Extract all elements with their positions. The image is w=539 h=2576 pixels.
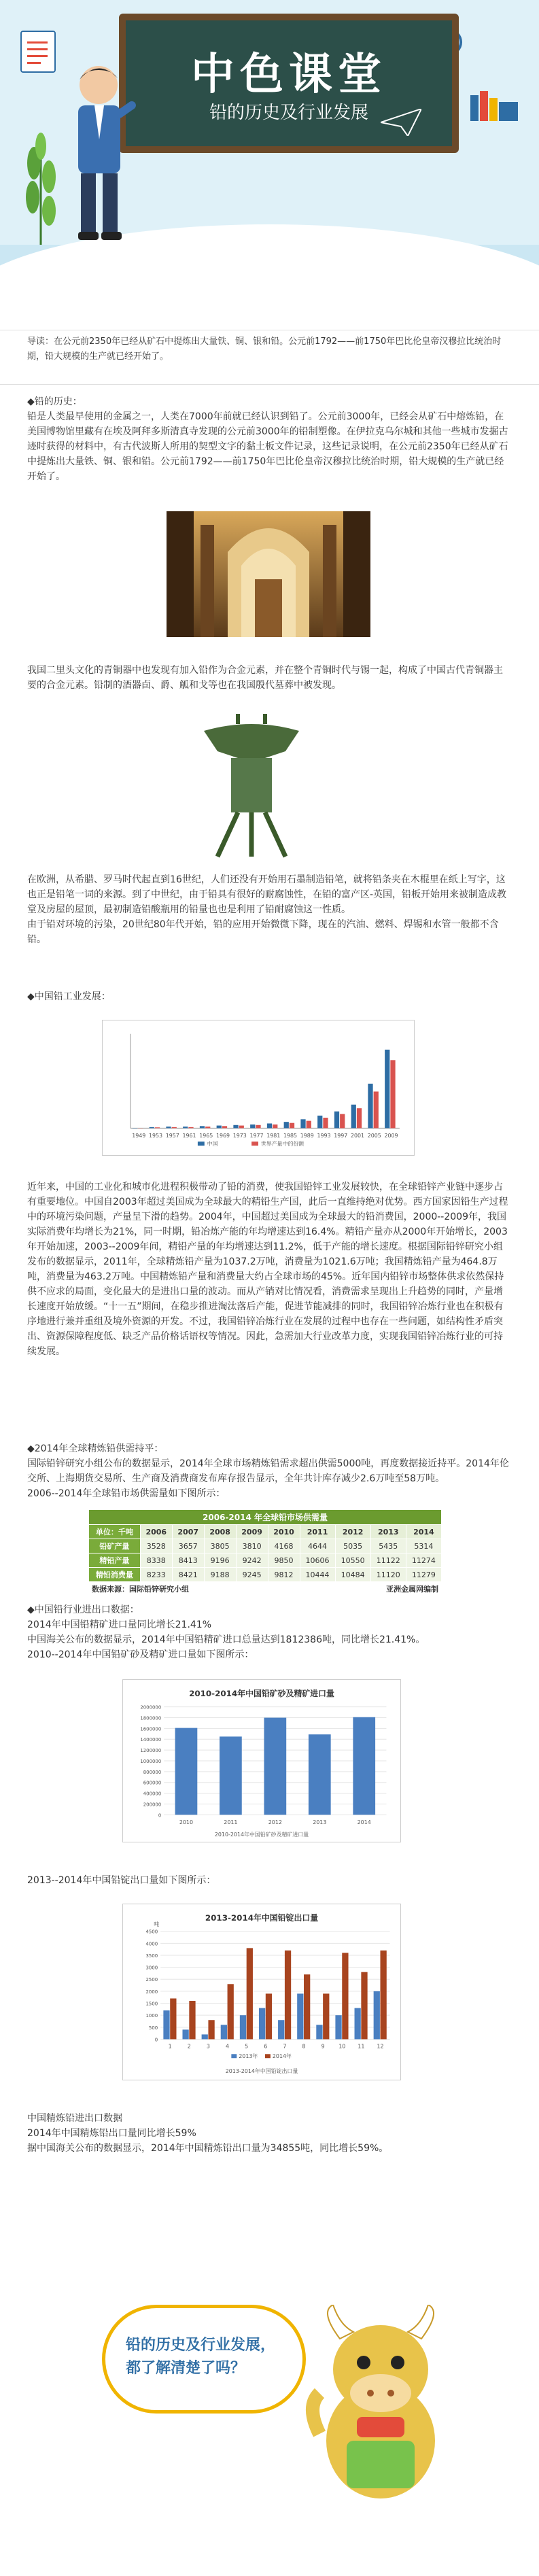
chart-bar — [239, 1126, 244, 1129]
cow-mascot — [292, 2305, 469, 2502]
balance-paragraph: 国际铅锌研究小组公布的数据显示，2014年全球市场精炼铅需求超出供需5000吨，再度数据接近持平。2014年伦交所、上海期货交易所、生产商及消费商发布库存报告显示，全年共计库存减少2.6万吨至58万吨。 2006--2014年全球铅市场供需量如下图所示： — [27, 1458, 509, 1499]
x-tick-label: 4 — [226, 2043, 230, 2050]
table-cell: 2007 — [172, 1525, 204, 1539]
x-tick-label: 10 — [338, 2043, 346, 2050]
table-cell: 9245 — [236, 1568, 268, 1582]
table-cell: 单位：千吨 — [89, 1525, 141, 1539]
y-tick-label: 500 — [148, 2025, 158, 2031]
trade-heading: ◆中国铅行业进出口数据： — [27, 1604, 139, 1615]
table-cell: 2013 — [370, 1525, 406, 1539]
chart-bar — [353, 1717, 375, 1815]
x-tick-label: 1949 — [132, 1133, 146, 1139]
legend-swatch — [251, 1141, 258, 1146]
x-tick-label: 2012 — [268, 1819, 282, 1826]
table-cell: 10484 — [335, 1568, 370, 1582]
table-cell: 3528 — [140, 1539, 172, 1553]
y-tick-label: 0 — [154, 2037, 158, 2043]
chart-bar — [264, 1718, 286, 1815]
table-cell: 8338 — [140, 1553, 172, 1568]
chart-bar — [307, 1121, 311, 1129]
y-tick-label: 800000 — [143, 1769, 162, 1775]
y-tick-label: 1000000 — [140, 1758, 162, 1764]
table-cell: 9196 — [204, 1553, 236, 1568]
chart-bar — [273, 1124, 277, 1128]
table-cell: 2006 — [140, 1525, 172, 1539]
divider — [0, 384, 539, 385]
x-tick-label: 3 — [206, 2043, 210, 2050]
paper-plane-icon — [381, 109, 421, 136]
y-tick-label: 1400000 — [140, 1737, 162, 1743]
legend-label: 中国 — [207, 1141, 218, 1148]
table-cell: 9188 — [204, 1568, 236, 1582]
table-cell: 10444 — [300, 1568, 335, 1582]
x-tick-label: 2011 — [224, 1819, 238, 1826]
y-tick-label: 1000 — [145, 2013, 158, 2019]
chart-bar — [304, 1974, 310, 2039]
x-tick-label: 2 — [187, 2043, 191, 2050]
y-tick-label: 1800000 — [140, 1715, 162, 1721]
bronze-vessel-photo — [184, 710, 319, 860]
chart-bar — [317, 1116, 322, 1128]
table-cell: 8413 — [172, 1553, 204, 1568]
chart-bar — [357, 1108, 362, 1128]
y-tick-label: 4000 — [145, 1941, 158, 1947]
chart-bar — [340, 1114, 345, 1129]
table-cell: 3810 — [236, 1539, 268, 1553]
chart-title: 2010-2014年中国铅矿砂及精矿进口量 — [189, 1688, 334, 1698]
table-cell: 2006-2014 年全球铅市场供需量 — [89, 1510, 442, 1525]
y-tick-label: 3500 — [145, 1953, 158, 1959]
x-tick-label: 1993 — [317, 1133, 331, 1139]
x-tick-label: 2013 — [313, 1819, 327, 1826]
trade-paragraph: 2014年中国铅精矿进口量同比增长21.41% 中国海关公布的数据显示，2014年中国铅精矿进口总量达到1812386吨，同比增长21.41%。 2010--2014年中国铅矿砂及精矿进口量如下图所示： — [27, 1619, 425, 1660]
chart-bar — [278, 2020, 284, 2039]
footer-speech-bubble — [102, 2305, 306, 2414]
chart-bar — [342, 1953, 348, 2039]
table-cell: 5035 — [335, 1539, 370, 1553]
lead-industry-chart — [102, 1020, 415, 1156]
table-cell: 10606 — [300, 1553, 335, 1568]
y-tick-label: 400000 — [143, 1791, 162, 1797]
y-tick-label: 200000 — [143, 1802, 162, 1808]
chart-bar — [205, 1127, 210, 1128]
x-tick-label: 2014 — [357, 1819, 371, 1826]
chart-bar — [170, 1998, 176, 2039]
y-tick-label: 3000 — [145, 1965, 158, 1971]
x-tick-label: 1969 — [215, 1133, 230, 1139]
x-tick-label: 7 — [283, 2043, 287, 2050]
chart-bar — [172, 1127, 177, 1129]
history-paragraph-1: 铅是人类最早使用的金属之一，人类在7000年前就已经认识到铅了。公元前3000年，已经会从矿石中熔炼铅，在美国博物馆里藏有在埃及阿拜多斯清真寺发现的公元前3000年的铅制塑像。在伊拉克乌尔城和其他一些城市发掘古迹时获得的材料中，有古代波斯人所用的契型文字的黏土板文件记录，这些记录说明，在公元前2350年已经从矿石中提炼出大量铁、铜、银和铅。公元前1792——前1750年巴比伦皇帝汉穆拉比统治时期，铅大规模的生产就已经开始了。 — [27, 411, 508, 482]
y-tick-label: 4500 — [145, 1929, 158, 1935]
plant-icon — [14, 129, 68, 245]
table-cell: 3805 — [204, 1539, 236, 1553]
chart-bar — [323, 1118, 328, 1128]
x-tick-label: 1 — [168, 2043, 172, 2050]
chart-bar — [233, 1125, 238, 1129]
chart-bar — [300, 1119, 305, 1128]
y-tick-label: 2500 — [145, 1977, 158, 1983]
table-cell: 5314 — [406, 1539, 441, 1553]
x-tick-label: 5 — [245, 2043, 249, 2050]
balance-heading: ◆2014年全球精炼铅供需持平： — [27, 1443, 164, 1454]
legend-swatch — [198, 1141, 205, 1146]
chart-bar — [259, 2008, 265, 2040]
chart-bar — [163, 2010, 169, 2039]
table-row — [89, 1539, 442, 1553]
legend-label: 2014年 — [272, 2053, 292, 2060]
chart-bar — [240, 2015, 246, 2039]
y-tick-label: 600000 — [143, 1780, 162, 1786]
table-row — [89, 1553, 442, 1568]
chart-bar — [221, 2025, 227, 2039]
ore-import-chart — [122, 1679, 401, 1842]
table-cell: 11120 — [370, 1568, 406, 1582]
table-cell: 2009 — [236, 1525, 268, 1539]
chart-bar — [150, 1127, 154, 1129]
history-paragraph-3: 在欧洲，从希腊、罗马时代起直到16世纪，人们还没有开始用石墨制造铅笔，就将铅条夹在木棍里在纸上写字，这也正是铅笔一词的来源。到了中世纪，由于铅具有很好的耐腐蚀性，在铅的富产区-英国，铅板开始用来被制造成教堂及房屋的屋顶，最初制造铅酸瓶用的铅量也也是利用了铅耐腐蚀这一性质。 由于铅对环境的污染，20世纪80年代开始，铅的应用开始微微下降，现在的汽油、燃料、焊锡和水管一般都不含铅。 — [27, 874, 507, 945]
chart-bar — [256, 1125, 260, 1129]
x-tick-label: 2009 — [384, 1133, 398, 1139]
table-row — [89, 1510, 442, 1525]
chart-title: 2013-2014年中国铅锭出口量 — [205, 1912, 319, 1923]
table-row — [89, 1525, 442, 1539]
chart-bar — [208, 2020, 214, 2039]
chart-bar — [385, 1050, 389, 1129]
history-heading: ◆铅的历史： — [27, 396, 82, 407]
chart-bar — [323, 1993, 329, 2039]
chart-bar — [335, 2015, 341, 2039]
x-tick-label: 1957 — [165, 1133, 179, 1139]
supply-demand-table — [88, 1509, 442, 1596]
legend-label: 世界产量中的份额 — [260, 1141, 305, 1148]
x-tick-label: 1973 — [232, 1133, 247, 1139]
chart-bar — [266, 1993, 272, 2039]
x-tick-label: 1985 — [283, 1133, 298, 1139]
table-cell: 2011 — [300, 1525, 335, 1539]
export-chart-intro: 2013--2014年中国铅锭出口量如下图所示： — [27, 1875, 216, 1886]
header-banner — [0, 0, 539, 299]
chart-bar — [361, 1972, 367, 2040]
legend-label: 2013年 — [239, 2053, 258, 2060]
table-cell: 11122 — [370, 1553, 406, 1568]
table-cell: 数据来源：国际铅锌研究小组 — [89, 1582, 268, 1596]
cathedral-photo — [167, 511, 370, 637]
chart-bar — [390, 1060, 395, 1128]
table-cell: 11274 — [406, 1553, 441, 1568]
chart-bar — [368, 1084, 372, 1128]
table-cell: 精铅消费量 — [89, 1568, 141, 1582]
x-tick-label: 1953 — [148, 1133, 163, 1139]
y-axis-label: 吨 — [154, 1921, 160, 1927]
chart-bar — [166, 1127, 171, 1128]
x-tick-label: 1997 — [334, 1133, 348, 1139]
chart-bar — [351, 1105, 356, 1129]
x-tick-label: 1977 — [249, 1133, 264, 1139]
y-tick-label: 0 — [158, 1813, 162, 1819]
intro-text: 导读：在公元前2350年已经从矿石中提炼出大量铁、铜、银和铅。公元前1792——前1750年巴比伦皇帝汉穆拉比统治时期，铅大规模的生产就已经开始了。 — [27, 337, 502, 362]
table-cell: 3657 — [172, 1539, 204, 1553]
chart-bar — [182, 2029, 188, 2039]
y-tick-label: 1200000 — [140, 1748, 162, 1754]
table-cell: 精铅产量 — [89, 1553, 141, 1568]
chart-bar — [380, 1951, 386, 2040]
chart-bar — [175, 1728, 198, 1815]
industry-heading: ◆中国铅工业发展： — [27, 991, 111, 1002]
chart-bar — [309, 1734, 331, 1815]
chart-bar — [247, 1948, 253, 2039]
table-row — [89, 1582, 442, 1596]
y-tick-label: 1500 — [145, 2001, 158, 2007]
teacher-illustration — [65, 58, 139, 241]
table-cell: 2010 — [268, 1525, 300, 1539]
industry-paragraph: 近年来，中国的工业化和城市化进程积极带动了铅的消费，使我国铅锌工业发展较快，在全球铅锌产业链中逐步占有重要地位。中国自2003年超过美国成为全球最大的精铅生产国，此后一直维持绝对优势。西方国家因铅生产过程中的环境污染问题，产量呈下滑的趋势。2004年，中国超过美国成为全球最大的铅消费国，2000--2009年，我国实际消费年均增长为21%，同一时期，铅冶炼产能的年均增速达到16.4%。精铅产量亦从2000年开始增长，2003年开始加速，2003--2009年间，精铅产量的年均增速达到11.2%，低于产能的增长速度。根据国际铅锌研究小组发布的数据显示，2011年，全球精炼铅产量为1037.2万吨，消费量为1021.6万吨；我国精炼铅产量为464.8万吨，消费量为463.2万吨。中国精炼铅产量和消费量大约占全球市场的45%。近年国内铅锌市场整体供求依然保持供不应求的局面，变化最大的是进出口量的波动。而从产销对比情况看，消费需求呈现出上升趋势的同时，产量增长速度开始放缓。“十一五”期间，在稳步推进淘汰落后产能，促进节能减排的同时，我国铅锌冶炼行业也在积极有序地进行兼并重组及境外资源的开发。不过，我国铅锌冶炼行业在发展的过程中也存在一些问题，如结构性矛盾突出、资源保障程度低、缺乏产品价格话语权等情况。因此，急需加大行业改革力度，实现我国铅锌冶炼行业的可持续发展。 — [27, 1182, 508, 1357]
table-cell: 4168 — [268, 1539, 300, 1553]
x-tick-label: 1961 — [182, 1133, 196, 1139]
x-tick-label: 12 — [377, 2043, 384, 2050]
table-cell: 铅矿产量 — [89, 1539, 141, 1553]
x-tick-label: 9 — [321, 2043, 325, 2050]
chart-bar — [222, 1126, 227, 1128]
table-cell: 8421 — [172, 1568, 204, 1582]
ingot-export-chart — [122, 1904, 401, 2080]
table-cell: 2014 — [406, 1525, 441, 1539]
x-tick-label: 1965 — [199, 1133, 213, 1139]
x-tick-label: 8 — [302, 2043, 306, 2050]
chart-bar — [374, 1092, 379, 1129]
table-cell: 10550 — [335, 1553, 370, 1568]
chart-bar — [267, 1123, 272, 1128]
chart-bar — [217, 1126, 222, 1129]
x-tick-label: 1989 — [300, 1133, 314, 1139]
page-subtitle: 铅的历史及行业发展 — [209, 103, 368, 123]
chart-bar — [355, 2008, 361, 2040]
table-cell: 亚洲金属网编制 — [268, 1582, 441, 1596]
x-tick-label: 11 — [358, 2043, 365, 2050]
chart-bar — [228, 1984, 234, 2039]
chart-bar — [200, 1126, 205, 1128]
chart-bar — [183, 1127, 188, 1128]
chart-bar — [374, 1991, 380, 2040]
refined-lead-paragraph: 中国精炼铅进出口数据 2014年中国精炼铅出口量同比增长59% 据中国海关公布的数据显示，2014年中国精炼铅出口量为34855吨，同比增长59%。 — [27, 2113, 389, 2154]
table-cell: 9812 — [268, 1568, 300, 1582]
legend-swatch — [231, 2054, 237, 2058]
chart-bar — [290, 1123, 294, 1129]
legend-swatch — [265, 2054, 271, 2058]
x-tick-label: 1981 — [266, 1133, 281, 1139]
chart-bar — [316, 2025, 322, 2039]
chart-caption: 2013-2014年中国铅锭出口量 — [225, 2068, 298, 2075]
chart-bar — [188, 1127, 193, 1129]
table-cell: 2008 — [204, 1525, 236, 1539]
page-title: 中色课堂 — [191, 50, 387, 100]
table-cell: 11279 — [406, 1568, 441, 1582]
table-cell: 9850 — [268, 1553, 300, 1568]
table-cell: 9242 — [236, 1553, 268, 1568]
chart-bar — [189, 2001, 195, 2039]
x-tick-label: 2010 — [179, 1819, 194, 1826]
table-cell: 8233 — [140, 1568, 172, 1582]
x-tick-label: 6 — [264, 2043, 268, 2050]
chart-bar — [284, 1122, 289, 1128]
y-tick-label: 2000000 — [140, 1704, 162, 1711]
chart-bar — [202, 2034, 208, 2039]
table-row — [89, 1568, 442, 1582]
books-icon — [469, 88, 520, 121]
table-cell: 4644 — [300, 1539, 335, 1553]
x-tick-label: 2001 — [350, 1133, 365, 1139]
notepad-icon — [20, 31, 56, 73]
table-cell: 2012 — [335, 1525, 370, 1539]
chart-caption: 2010-2014年中国铅矿砂及精矿进口量 — [214, 1832, 309, 1838]
footer-question: 铅的历史及行业发展， 都了解清楚了吗？ — [126, 2337, 276, 2377]
history-paragraph-2: 我国二里头文化的青铜器中也发现有加入铅作为合金元素，并在整个青铜时代与锡一起，构成了中国古代青铜器主要的合金元素。铅制的酒器卣、爵、觚和戈等也在我国殷代墓葬中被发现。 — [27, 665, 503, 691]
chart-bar — [250, 1124, 255, 1128]
chart-bar — [285, 1951, 291, 2040]
chart-bar — [220, 1736, 242, 1815]
x-tick-label: 2005 — [367, 1133, 381, 1139]
y-tick-label: 1600000 — [140, 1726, 162, 1732]
chart-bar — [155, 1127, 160, 1128]
y-tick-label: 2000 — [145, 1989, 158, 1995]
chart-bar — [297, 1993, 303, 2039]
table-cell: 5435 — [370, 1539, 406, 1553]
chart-bar — [334, 1112, 339, 1129]
